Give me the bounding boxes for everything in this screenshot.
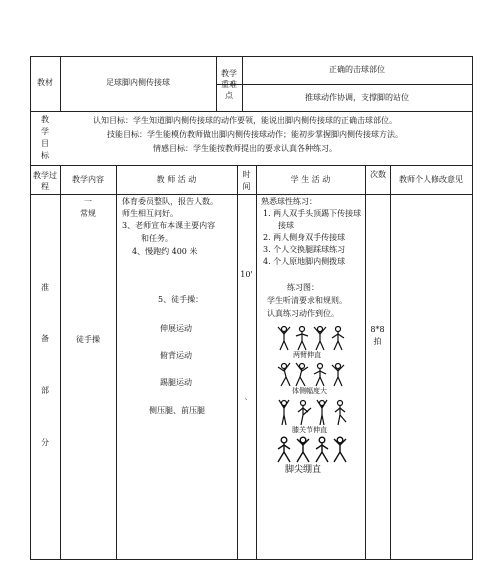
col-time: 时间 xyxy=(242,170,251,191)
teacher-line: 4、慢跑约 400 米 xyxy=(132,247,198,256)
content-routine-number: 一 xyxy=(84,197,92,206)
difficult-point: 推球动作协调，支撑脚的站位 xyxy=(305,93,409,102)
fig-caption: 体侧幅度大 xyxy=(292,387,327,395)
student-item-wrap: 接球 xyxy=(278,221,294,230)
content-exercise: 徒手操 xyxy=(76,335,100,344)
teacher-line: 侧压腿、前压腿 xyxy=(149,406,205,415)
content-routine: 常规 xyxy=(80,209,96,218)
col-process: 教学过程 xyxy=(33,171,57,191)
teacher-line: 5、徒手操： xyxy=(158,295,204,304)
student-item: 2. 两人侧身双手传接球 xyxy=(263,233,346,242)
col-times: 次数 xyxy=(370,170,386,179)
fig-caption: 脚尖绷直 xyxy=(285,465,322,475)
side-bend-figures-drawing xyxy=(276,361,348,387)
objective-emotion: 情感目标：学生能按教师提出的要求认真各种练习。 xyxy=(153,144,337,153)
objectives-label: 教学目标 xyxy=(41,115,49,160)
col-revision: 教师个人修改意见 xyxy=(399,175,463,184)
teacher-line: 踢腿运动 xyxy=(160,378,192,387)
teacher-line: 俯背运动 xyxy=(160,351,192,360)
material-label: 教材 xyxy=(37,78,53,87)
leg-press-figures-drawing xyxy=(276,435,348,463)
key-point: 正确的击球部位 xyxy=(329,65,385,74)
times-unit: 拍 xyxy=(373,337,382,346)
col-teacher: 教 师 活 动 xyxy=(156,175,197,184)
col-student: 学 生 活 动 xyxy=(290,175,331,184)
times-value: 8*8 xyxy=(370,325,385,334)
lesson-plan-table xyxy=(30,56,473,560)
time-mark: ` xyxy=(244,398,249,407)
objective-cognitive: 认知目标：学生知道脚内侧传接球的动作要领，能说出脚内侧传接球的正确击球部位。 xyxy=(93,116,397,125)
stage-char: 部 xyxy=(41,386,49,395)
teacher-line: 和任务。 xyxy=(141,234,173,243)
stage-char: 分 xyxy=(41,438,49,447)
teacher-line: 体育委员整队，报告人数。 xyxy=(122,197,218,206)
student-item: 3. 个人交换腿踩球练习 xyxy=(263,245,346,254)
practice-title: 练习图： xyxy=(287,283,319,292)
practice-line: 认真练习动作到位。 xyxy=(267,309,339,318)
key-difficult-label: 教学重难点 xyxy=(221,69,237,100)
student-item: 1. 两人双手头顶踢下传接球 xyxy=(263,209,362,218)
teacher-line: 师生相互问好。 xyxy=(122,209,178,218)
practice-line: 学生听清要求和规则。 xyxy=(267,296,347,305)
student-item: 4. 个人原地脚内侧拨球 xyxy=(263,257,346,266)
student-title: 熟悉球性练习： xyxy=(261,197,317,206)
teacher-line: 伸展运动 xyxy=(160,324,192,333)
kick-figures-drawing xyxy=(276,398,348,426)
material-value: 足球脚内侧传接球 xyxy=(106,78,170,87)
stage-char: 备 xyxy=(41,334,49,343)
col-content: 教学内容 xyxy=(72,175,104,184)
stretch-figures-drawing xyxy=(276,324,348,352)
teacher-line: 3、老师宣布本课主要内容 xyxy=(122,221,216,230)
fig-caption: 两臂伸直 xyxy=(293,351,321,359)
time-value: 10' xyxy=(240,270,253,279)
fig-caption: 膝关节伸直 xyxy=(292,426,327,434)
stage-char: 准 xyxy=(41,283,49,292)
objective-skill: 技能目标：学生能模仿教师做出脚内侧传接球动作；能初步掌握脚内侧传接球方法。 xyxy=(107,130,403,139)
